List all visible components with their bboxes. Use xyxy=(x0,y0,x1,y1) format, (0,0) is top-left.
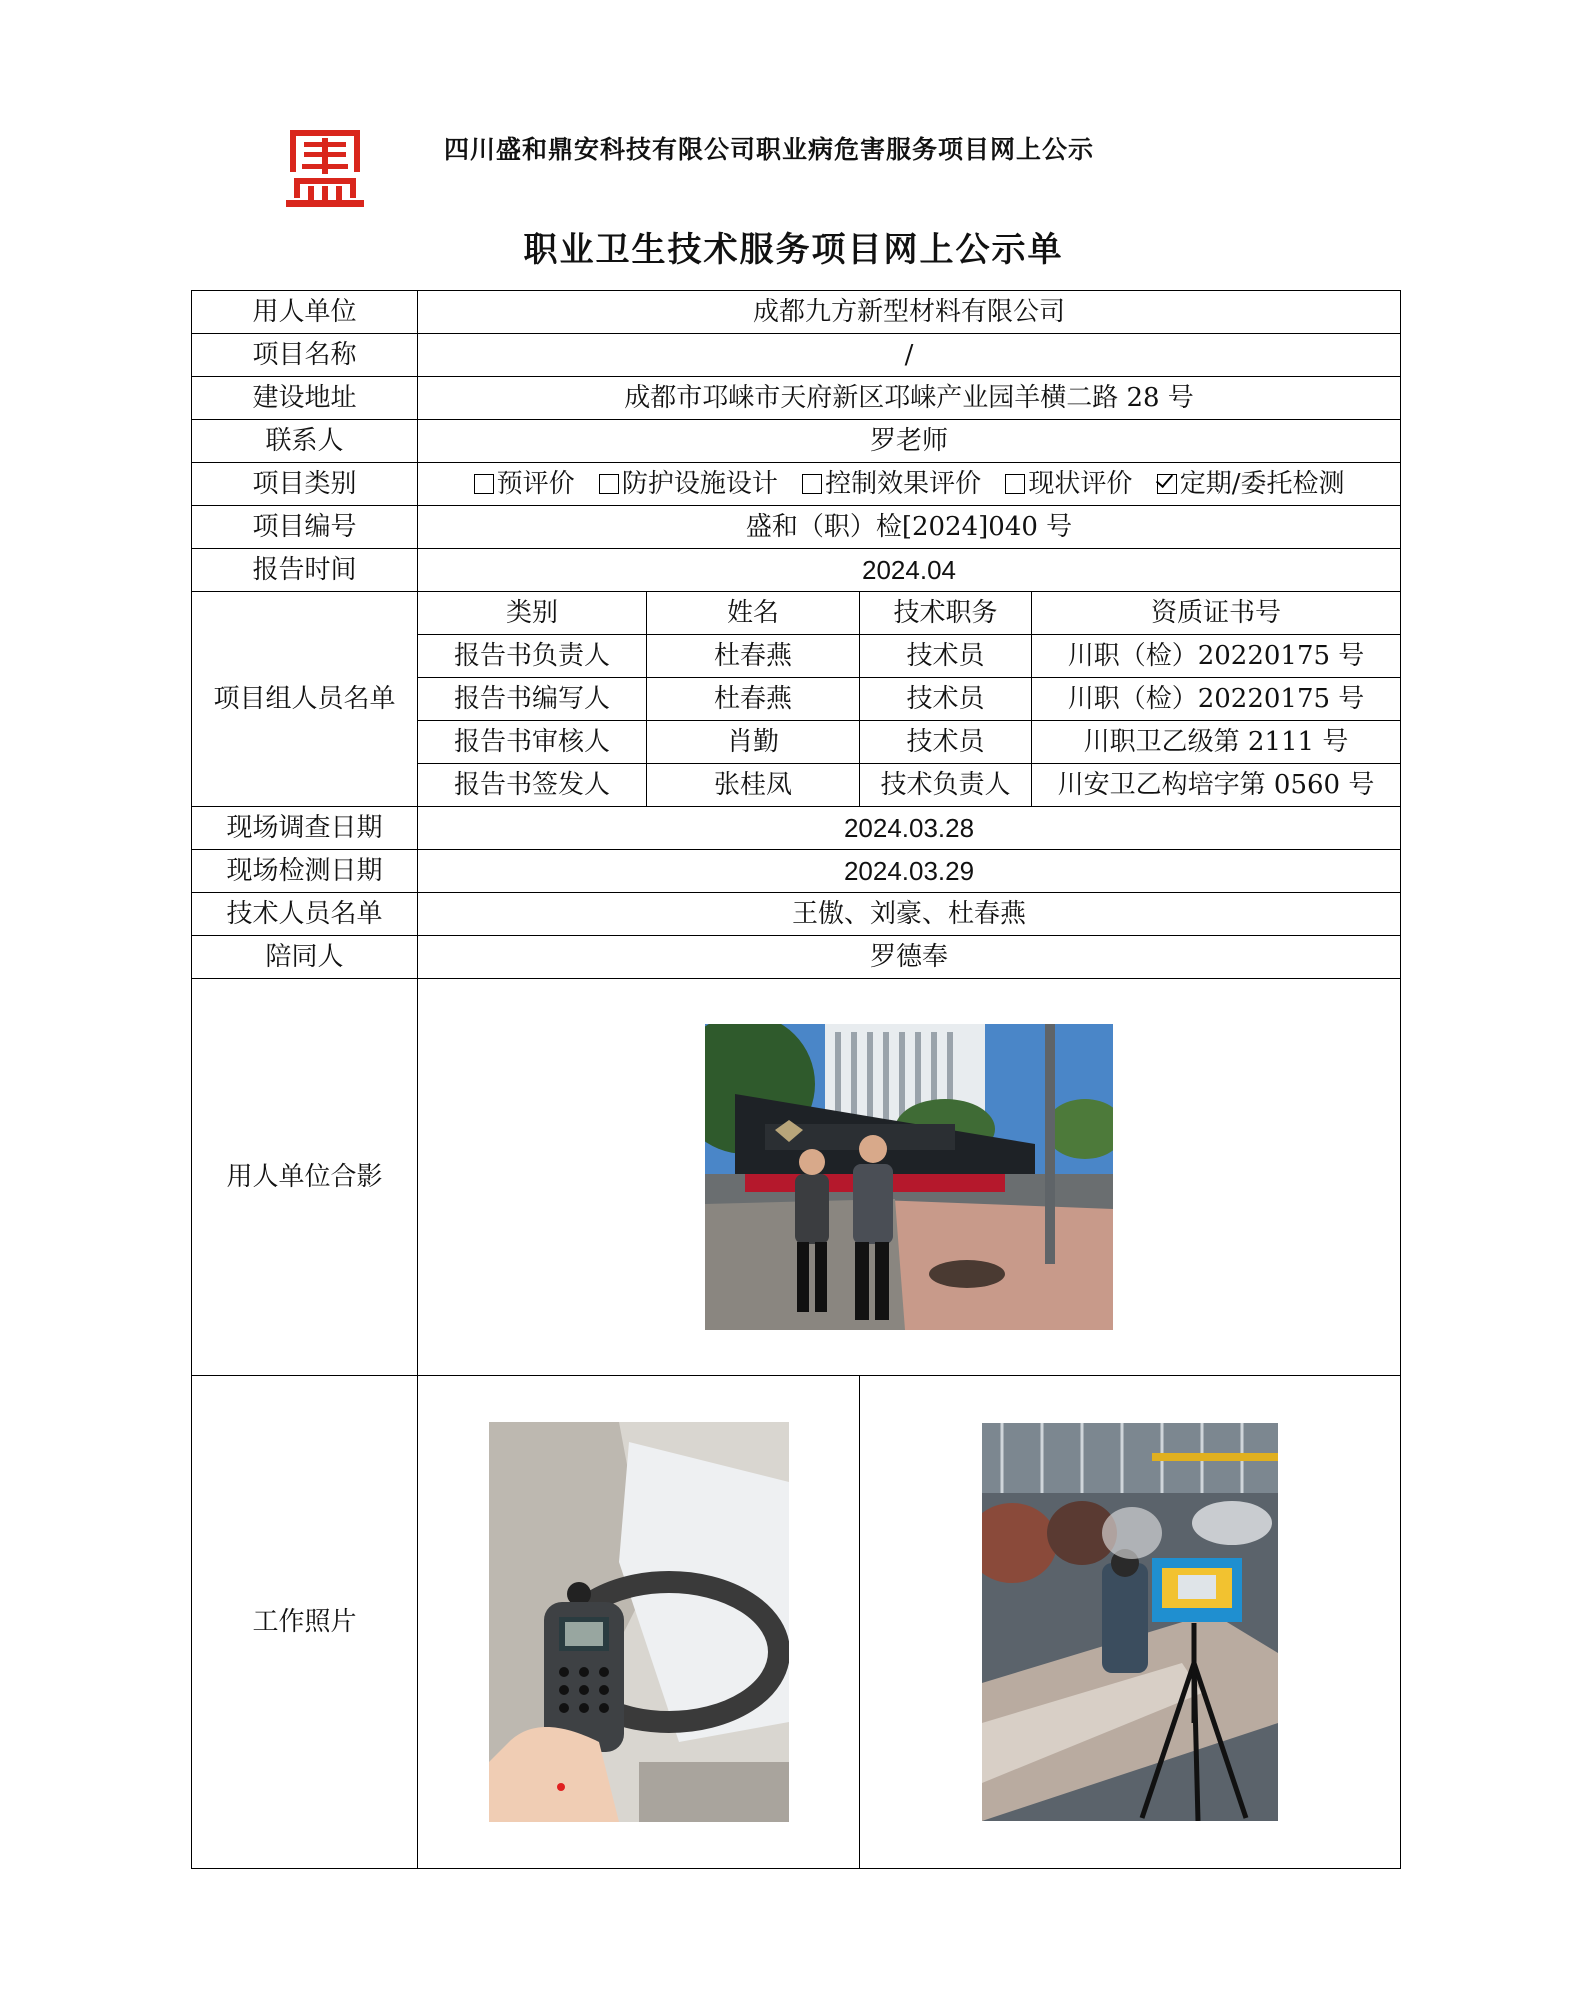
category-option-periodic-test[interactable]: 定期/委托检测 xyxy=(1157,463,1345,505)
row-test-date xyxy=(192,850,1401,893)
team-cell-role: 报告书编写人 xyxy=(418,678,647,721)
row-report-time xyxy=(192,549,1401,592)
label-technicians: 技术人员名单 xyxy=(192,893,418,936)
label-report-time: 报告时间 xyxy=(192,549,418,592)
team-cell-title: 技术员 xyxy=(860,635,1032,678)
category-option-protection-design[interactable]: 防护设施设计 xyxy=(599,463,778,505)
label-team: 项目组人员名单 xyxy=(192,592,418,807)
work-photo-cell-2 xyxy=(860,1376,1401,1869)
team-cell-title: 技术员 xyxy=(860,678,1032,721)
label-test-date: 现场检测日期 xyxy=(192,850,418,893)
team-cell-cert: 川职（检）20220175 号 xyxy=(1032,678,1401,721)
row-group-photo xyxy=(192,979,1401,1376)
row-employer xyxy=(192,291,1401,334)
label-employer: 用人单位 xyxy=(192,291,418,334)
label-companion: 陪同人 xyxy=(192,936,418,979)
publicity-table xyxy=(191,290,1401,1869)
value-project-no: 盛和（职）检[2024]040 号 xyxy=(418,506,1401,549)
category-options xyxy=(418,463,1401,506)
team-cell-name: 张桂凤 xyxy=(647,764,860,807)
dust-sampler-photo xyxy=(982,1423,1278,1821)
value-project-name: / xyxy=(418,334,1401,377)
value-technicians: 王傲、刘豪、杜春燕 xyxy=(418,893,1401,936)
value-address: 成都市邛崃市天府新区邛崃产业园羊横二路 28 号 xyxy=(418,377,1401,420)
checkbox-icon xyxy=(474,474,494,494)
category-option-control-eval[interactable]: 控制效果评价 xyxy=(802,463,981,505)
row-category xyxy=(192,463,1401,506)
label-group-photo: 用人单位合影 xyxy=(192,979,418,1376)
checkbox-icon xyxy=(802,474,822,494)
team-cell-title: 技术负责人 xyxy=(860,764,1032,807)
label-address: 建设地址 xyxy=(192,377,418,420)
row-work-photos xyxy=(192,1376,1401,1869)
team-cell-cert: 川安卫乙构培字第 0560 号 xyxy=(1032,764,1401,807)
team-header-cert: 资质证书号 xyxy=(1032,592,1401,635)
row-project-name xyxy=(192,334,1401,377)
label-category: 项目类别 xyxy=(192,463,418,506)
label-project-no: 项目编号 xyxy=(192,506,418,549)
label-contact: 联系人 xyxy=(192,420,418,463)
team-cell-title: 技术员 xyxy=(860,721,1032,764)
label-project-name: 项目名称 xyxy=(192,334,418,377)
category-option-status-eval[interactable]: 现状评价 xyxy=(1005,463,1132,505)
sound-level-meter-photo xyxy=(489,1422,789,1822)
team-header-name: 姓名 xyxy=(647,592,860,635)
team-header-row xyxy=(192,592,1401,635)
value-companion: 罗德奉 xyxy=(418,936,1401,979)
row-address xyxy=(192,377,1401,420)
label-work-photos: 工作照片 xyxy=(192,1376,418,1869)
label-survey-date: 现场调查日期 xyxy=(192,807,418,850)
group-photo-cell xyxy=(418,979,1401,1376)
value-employer: 成都九方新型材料有限公司 xyxy=(418,291,1401,334)
company-logo xyxy=(286,128,364,208)
value-contact: 罗老师 xyxy=(418,420,1401,463)
work-photo-cell-1 xyxy=(418,1376,860,1869)
group-photo xyxy=(705,1024,1113,1330)
category-option-pre-eval[interactable]: 预评价 xyxy=(474,463,575,505)
checkbox-checked-icon xyxy=(1157,474,1177,494)
team-cell-name: 杜春燕 xyxy=(647,678,860,721)
company-header: 四川盛和鼎安科技有限公司职业病危害服务项目网上公示 xyxy=(444,135,1095,164)
value-survey-date: 2024.03.28 xyxy=(418,807,1401,850)
team-cell-name: 杜春燕 xyxy=(647,635,860,678)
team-header-category: 类别 xyxy=(418,592,647,635)
team-cell-role: 报告书审核人 xyxy=(418,721,647,764)
team-cell-role: 报告书签发人 xyxy=(418,764,647,807)
row-contact xyxy=(192,420,1401,463)
value-test-date: 2024.03.29 xyxy=(418,850,1401,893)
team-cell-name: 肖勤 xyxy=(647,721,860,764)
checkbox-icon xyxy=(1005,474,1025,494)
team-cell-role: 报告书负责人 xyxy=(418,635,647,678)
page-title: 职业卫生技术服务项目网上公示单 xyxy=(523,230,1064,270)
row-companion xyxy=(192,936,1401,979)
row-technicians xyxy=(192,893,1401,936)
team-cell-cert: 川职卫乙级第 2111 号 xyxy=(1032,721,1401,764)
value-report-time: 2024.04 xyxy=(418,549,1401,592)
team-cell-cert: 川职（检）20220175 号 xyxy=(1032,635,1401,678)
row-project-no xyxy=(192,506,1401,549)
checkbox-icon xyxy=(599,474,619,494)
team-header-title: 技术职务 xyxy=(860,592,1032,635)
row-survey-date xyxy=(192,807,1401,850)
